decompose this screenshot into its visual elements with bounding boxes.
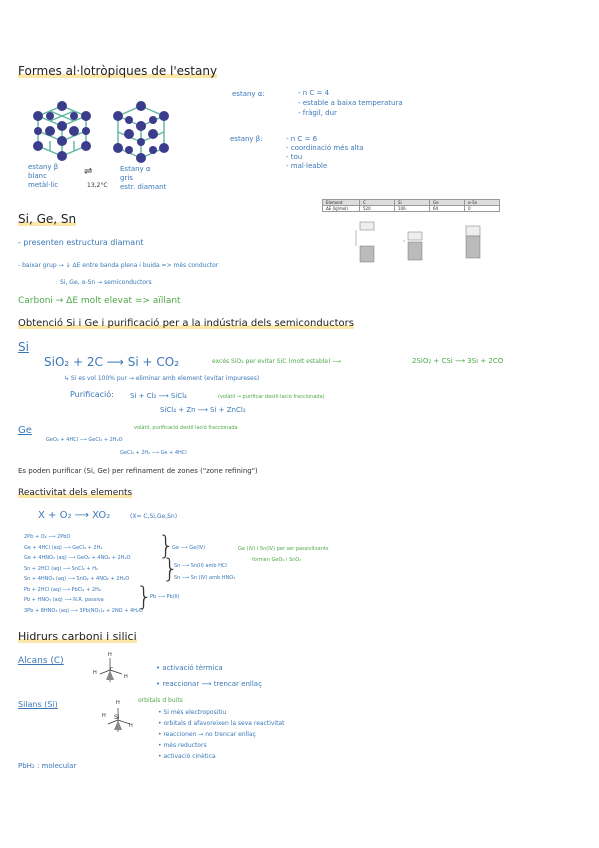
brace-sn: } — [162, 554, 179, 584]
table-header-row: Element C Si Ge α-Sn — [323, 200, 500, 206]
purification-equation-2: SiCl₄ + Zn ⟶ Si + ZnCl₂ — [160, 406, 246, 414]
silane-structure-image — [100, 700, 140, 738]
alkanes-properties: • activació tèrmica • reaccionar ⟶ trencar enllaç — [156, 664, 262, 688]
list-item: 3Pb + 8HNO₃ (aq) ⟶ 3Pb(NO₃)₂ + 2NO + 4H₂O — [24, 607, 143, 614]
table-row: ΔE (kJ/mol) 520 106 64 0 — [323, 206, 500, 212]
excess-sio2-note: excés SiO₂ per evitar SiC (molt estable) ⟶ — [212, 358, 341, 365]
si-heading: Si — [18, 340, 29, 354]
list-item: Ge + 4HCl (aq) ⟶ GeCl₄ + 2H₂ — [24, 544, 103, 551]
silanes-heading: Silans (Si) — [18, 700, 58, 709]
pb-oxidation-state: Pb ⟶ Pb(II) — [150, 594, 180, 600]
alkanes-heading: Alcans (C) — [18, 656, 64, 666]
semiconductors-line: Si, Ge, α-Sn → semiconductors — [60, 279, 152, 286]
atom-h-left-si: H — [102, 713, 106, 719]
oxidation-note: (X= C,Si,Ge,Sn) — [130, 513, 178, 520]
purity-note: ↳ Si es vol 100% pur → eliminar amb element (evitar impureses) — [64, 375, 260, 382]
atom-h-top-si: H — [116, 700, 120, 706]
beta-tin-title: estany β: — [230, 135, 263, 143]
list-item: 2Pb + O₂ ⟶ 2PbO — [24, 534, 71, 540]
brace-pb: } — [136, 582, 153, 612]
white-tin-label: estany β blanc metàl·lic — [28, 163, 59, 189]
atom-h-right-si: H — [129, 723, 133, 729]
ge-equation-2: GeCl₄ + 2H₂ ⟶ Ge + 4HCl — [120, 450, 187, 456]
silanes-properties: • Si més electropositiu • orbitals d afavoreixen la seva reactivitat • reaccionen → no trencar enllaç • més reductors • activació cinètica — [158, 709, 285, 760]
zone-refining-note: Es poden purificar (Si, Ge) per refinament de zones ("zone refining") — [18, 467, 258, 475]
sn-oxidation-hcl: Sn ⟶ Sn(II) amb HCl — [174, 563, 227, 569]
atom-h-right: H — [124, 674, 128, 680]
list-item: Sn + 2HCl (aq) ⟶ SnCl₂ + H₂ — [24, 565, 98, 572]
ge-oxidation-state: Ge ⟶ Ge(IV) — [172, 545, 206, 551]
alpha-tin-title: estany α: — [232, 90, 265, 98]
equilibrium-arrows-icon: ⇌ — [84, 166, 93, 177]
section-title-reactivity: Reactivitat dels elements — [18, 488, 133, 498]
reactivity-equations-list — [24, 532, 143, 616]
purification-label: Purificació: — [70, 390, 114, 399]
ge-volatile-note: volàtil, purificació destil·lació fraccionada — [134, 425, 238, 431]
brace-ge: } — [158, 531, 175, 561]
transition-temperature: 13,2°C — [87, 182, 108, 189]
grey-tin-crystal-image — [106, 94, 176, 170]
atom-h-top: H — [108, 652, 112, 658]
section-title-si-ge-sn: Si, Ge, Sn — [18, 212, 77, 226]
list-item: Pb + 2HCl (aq) ⟶ PbCl₂ + 2H₂ — [24, 586, 101, 593]
purification-note: (volàtil → purificar destil·lació fraccionada) — [218, 394, 325, 400]
atom-h-left: H — [93, 670, 97, 676]
sn-oxidation-hno3: Sn ⟶ Sn (IV) amb HNO₃ — [174, 575, 236, 581]
passivating-note: Ge (IV) i Sn(IV) per ser passivitzants — [238, 546, 329, 552]
beta-tin-properties: - n C = 6 - coordinació més alta - tou - mal·leable — [286, 135, 364, 170]
list-item: Sn + 4HNO₃ (aq) ⟶ SnO₂ + 4NO₂ + 2H₂O — [24, 576, 130, 582]
ge-heading: Ge — [18, 425, 32, 436]
band-gap-trend-line: - baixar grup → ↓ ΔE entre banda plena i buida => més conductor — [18, 262, 219, 269]
carbon-insulator-line: Carboni → ΔE molt elevat => aïllant — [18, 296, 181, 306]
list-item: Pb + HNO₃ (aq) ⟶ N.R. passiva — [24, 597, 104, 603]
white-tin-crystal-image — [24, 92, 96, 164]
si-reduction-equation: SiO₂ + 2C ⟶ Si + CO₂ — [44, 355, 180, 369]
ge-equation-1: GeO₂ + 4HCl ⟶ GeCl₄ + 2H₂O — [46, 437, 123, 443]
section-title-obtention: Obtenció Si i Ge i purificació per a la indústria dels semiconductors — [18, 318, 354, 329]
passivating-note-2: formen GeO₂ i SnO₂ — [252, 557, 302, 563]
purification-equation: Si + Cl₂ ⟶ SiCl₄ — [130, 392, 187, 400]
side-reaction-equation: 2SiO₂ + CSi ⟶ 3Si + 2CO — [412, 357, 504, 365]
pbh2-line: PbH₂ : molecular — [18, 762, 77, 770]
atom-c: C — [110, 667, 114, 673]
band-diagrams-image — [350, 220, 495, 268]
atom-si: Si — [114, 714, 120, 721]
band-gap-table — [322, 199, 500, 212]
alpha-tin-properties: - n C = 4 - estable a baixa temperatura - fràgil, dur — [298, 89, 403, 117]
empty-d-orbitals-note: orbitals d buits — [138, 697, 183, 704]
list-item: Ge + 4HNO₃ (aq) ⟶ GeO₂ + 4NO₂ + 2H₂O — [24, 555, 131, 561]
diamond-structure-line: - presenten estructura diamant — [18, 238, 144, 247]
section-title-allotropes: Formes al·lotròpiques de l'estany — [18, 64, 218, 78]
grey-tin-label: Estany α gris estr. diamant — [120, 165, 167, 191]
section-title-hydrides: Hidrurs carboni i silici — [18, 630, 137, 643]
oxidation-equation: X + O₂ ⟶ XO₂ — [38, 510, 111, 521]
